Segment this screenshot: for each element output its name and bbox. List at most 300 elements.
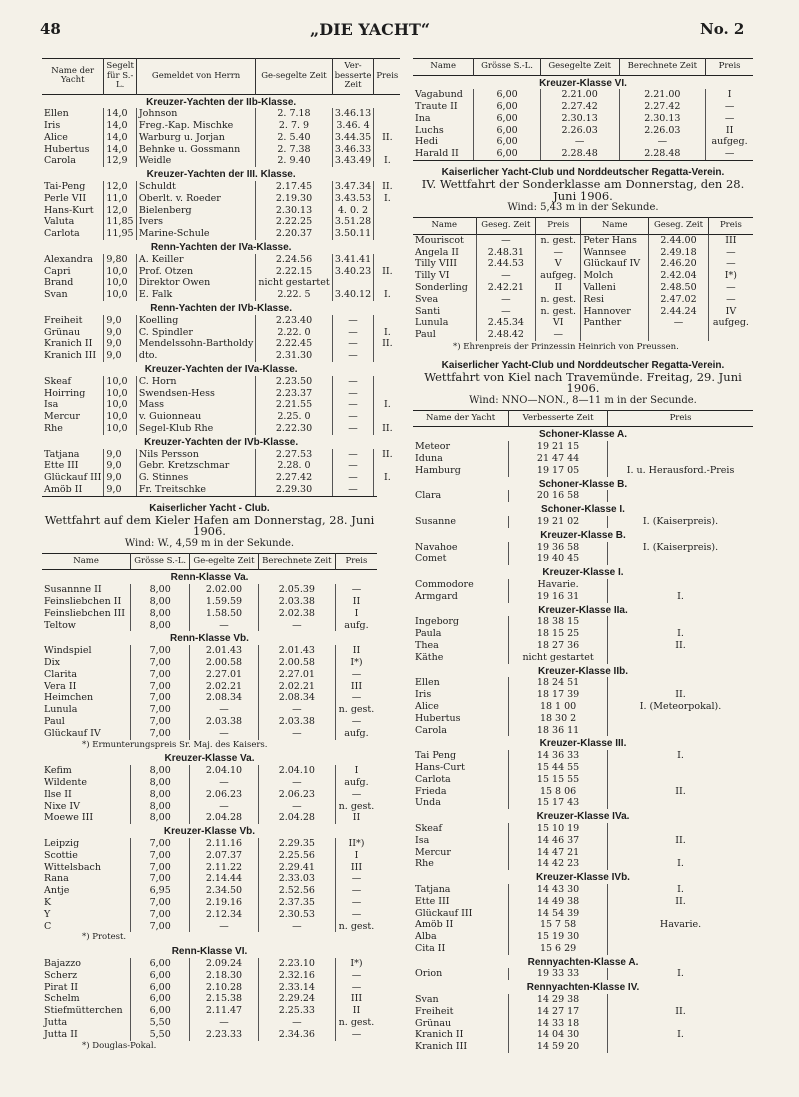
table-cell <box>374 228 400 240</box>
table-cell: Carola <box>44 155 76 167</box>
table-row <box>413 591 753 603</box>
table-row <box>42 838 377 850</box>
table-cell: 2.27.01 <box>258 669 335 681</box>
column-header: Name <box>581 218 649 235</box>
table-cell: I. <box>608 968 753 980</box>
table-cell <box>374 350 400 362</box>
table-cell: II. <box>374 266 400 278</box>
column-header: Name der Yacht <box>425 412 496 423</box>
class-heading: Schoner-Klasse B. <box>538 478 628 490</box>
table-cell: — <box>335 885 377 897</box>
column-header: Grösse S.-L. <box>474 59 540 76</box>
table-row <box>413 441 753 453</box>
table-row <box>42 862 377 874</box>
table-cell: Hubertus <box>415 712 461 724</box>
table-row <box>42 484 400 496</box>
table-cell <box>374 315 400 327</box>
table-cell: — <box>708 294 753 306</box>
table-row <box>413 465 753 477</box>
table-cell: 2.04.28 <box>258 812 335 824</box>
table-cell: Hoirring <box>44 387 86 399</box>
class-heading: Rennyachten-Klasse IV. <box>526 982 640 994</box>
table-cell: II <box>335 1005 377 1017</box>
table-row <box>413 616 753 628</box>
table-cell: n. gest. <box>536 294 581 306</box>
table-cell <box>374 277 400 289</box>
table-cell: 15 6 29 <box>509 943 608 955</box>
table-cell: 14 36 33 <box>509 750 608 762</box>
footnote-row <box>42 1041 377 1053</box>
column-header: Preis <box>708 218 753 235</box>
table-cell: — <box>708 282 753 294</box>
table-cell: 2.29.24 <box>258 993 335 1005</box>
class-heading-row <box>413 664 753 678</box>
table-row <box>413 270 753 282</box>
table-cell: — <box>335 669 377 681</box>
table-cell: n. gest. <box>335 1017 377 1029</box>
table-cell: 3.51.28 <box>332 216 374 228</box>
table-cell: 2.48.42 <box>476 329 536 341</box>
table-cell: Valuta <box>44 216 75 228</box>
table-row <box>42 205 400 217</box>
table-cell: — <box>190 620 259 632</box>
class-heading: Kreuzer-Klasse IVa. <box>536 811 630 823</box>
table-cell: 21 47 44 <box>509 453 608 465</box>
table-row <box>413 553 753 565</box>
table-cell: 2.49.18 <box>649 247 709 259</box>
table-cell: v. Guionneau <box>136 411 255 423</box>
table-cell: aufgeg. <box>708 317 753 329</box>
table-cell: 7,00 <box>131 921 190 933</box>
table-row <box>42 327 400 339</box>
table-cell: 10,0 <box>104 388 136 400</box>
club-name: Kaiserlicher Yacht-Club und Norddeutscher Regatta-Verein. <box>441 167 725 179</box>
table-cell: — <box>258 777 335 789</box>
table-row <box>413 908 753 920</box>
table-row <box>42 993 377 1005</box>
table-cell: 2.04.28 <box>190 812 259 824</box>
table-cell: — <box>649 317 709 329</box>
table-cell: 2.32.16 <box>258 970 335 982</box>
table-cell: 14 42 23 <box>509 858 608 870</box>
table-cell: Armgard <box>415 590 458 602</box>
table-cell: 2.42.21 <box>476 282 536 294</box>
table-cell <box>608 774 753 786</box>
table-cell: 11,0 <box>104 193 136 205</box>
class-heading-row <box>42 751 377 765</box>
table-cell: 2.31.30 <box>256 350 332 362</box>
table-cell: 2.01.43 <box>190 645 259 657</box>
table-cell: Amöb II <box>44 484 83 495</box>
table-cell: Mercur <box>415 846 451 858</box>
table-cell: Schelm <box>44 993 80 1005</box>
class-heading: Kreuzer-Klasse Vb. <box>163 826 256 838</box>
column-header: Ver-besserte Zeit <box>332 59 374 95</box>
table-cell: 9,0 <box>104 484 136 496</box>
table-row <box>413 640 753 652</box>
table-row <box>413 101 753 113</box>
table-cell <box>374 120 400 132</box>
table-cell: 14 33 18 <box>509 1018 608 1030</box>
table-cell: Harald II <box>415 148 459 160</box>
table-row <box>413 490 753 502</box>
table-cell: Mercur <box>44 411 80 423</box>
footnote: *) Douglas-Pokal. <box>82 1040 157 1051</box>
table-cell: Rhe <box>415 858 434 870</box>
table-cell: II. <box>374 423 400 435</box>
table-cell: Rana <box>44 873 69 885</box>
table-cell: Scottie <box>44 849 78 861</box>
table-row <box>42 193 400 205</box>
table-cell: — <box>332 338 374 350</box>
table-cell: 2.21.00 <box>540 89 619 101</box>
table-cell: Ingeborg <box>415 616 459 628</box>
table-cell: I. <box>608 1029 753 1041</box>
table-cell: 12,0 <box>104 205 136 217</box>
table-cell: Mendelssohn-Bartholdy <box>136 338 255 350</box>
table-cell: — <box>335 909 377 921</box>
club-name: Kaiserlicher Yacht-Club und Norddeutscher Regatta-Verein. <box>441 359 725 371</box>
table-cell: 19 40 45 <box>509 553 608 565</box>
table-cell: I <box>335 765 377 777</box>
table-cell: Glückauf III <box>415 907 473 919</box>
table-cell: C. Horn <box>136 376 255 388</box>
table-cell: Grünau <box>44 326 81 338</box>
table-row <box>42 897 377 909</box>
table-cell: — <box>258 704 335 716</box>
table-row <box>42 958 377 970</box>
table-cell: 2.01.43 <box>258 645 335 657</box>
table-cell: 2. 5.40 <box>256 132 332 144</box>
table-cell: Käthe <box>415 651 444 663</box>
class-heading: Renn-Yachten der IVa-Klasse. <box>150 242 292 254</box>
table-row <box>42 584 377 596</box>
table-cell: III <box>335 862 377 874</box>
table-row <box>42 982 377 994</box>
table-cell: 6,00 <box>131 1005 190 1017</box>
table-cell: 14,0 <box>104 144 136 156</box>
table-cell: 15 15 55 <box>509 774 608 786</box>
table-row <box>42 1029 377 1041</box>
class-heading-row <box>413 980 753 994</box>
table-cell: Dix <box>44 657 61 669</box>
table-cell: 1.59.59 <box>190 596 259 608</box>
table-row <box>42 716 377 728</box>
table-cell: 2.29.30 <box>256 484 332 496</box>
class-heading: Kreuzer-Klasse IIa. <box>538 604 628 616</box>
table-cell: 2.23.40 <box>256 315 332 327</box>
table-cell: 14,0 <box>104 108 136 120</box>
table-cell: 18 36 11 <box>509 725 608 737</box>
table-cell: 2.22.45 <box>256 338 332 350</box>
table-row <box>413 677 753 689</box>
table-cell: 2.08.34 <box>258 692 335 704</box>
table-cell: Tilly VI <box>415 270 450 282</box>
table-cell: 6,00 <box>131 993 190 1005</box>
table-cell: Susannne II <box>44 584 102 596</box>
table-cell: 8,00 <box>131 789 190 801</box>
table-cell: Swendsen-Hess <box>136 388 255 400</box>
table-cell: I. <box>608 750 753 762</box>
table-cell: Tatjana <box>44 448 80 460</box>
wind-info: Wind: W., 4,59 m in der Sekunde. <box>124 538 295 550</box>
table-cell: 18 1 00 <box>509 701 608 713</box>
table-row <box>42 472 400 484</box>
table-cell: 9,0 <box>104 315 136 327</box>
table-row <box>42 801 377 813</box>
table-cell: dto. <box>136 350 255 362</box>
table-row <box>42 132 400 144</box>
table-cell: 2.00.58 <box>190 657 259 669</box>
table-cell: Jutta <box>44 1016 68 1028</box>
table-row <box>413 847 753 859</box>
table-cell: 2.21.55 <box>256 399 332 411</box>
table-cell: 3.46. 4 <box>332 120 374 132</box>
table-cell: Hubertus <box>44 143 90 155</box>
table-row <box>42 620 377 632</box>
table-cell: II <box>335 645 377 657</box>
footnote: *) Ermunterungspreis Sr. Maj. des Kaisers. <box>82 739 268 750</box>
table-cell: Nixe IV <box>44 800 80 812</box>
class-heading-row <box>413 565 753 579</box>
column-header: Name der Yacht <box>51 65 95 86</box>
table-cell: 18 15 25 <box>509 628 608 640</box>
table-cell: aufgeg. <box>536 270 581 282</box>
table-cell: Svan <box>415 994 439 1006</box>
table-cell: — <box>190 921 259 933</box>
table-row <box>42 411 400 423</box>
table-cell: I. <box>608 591 753 603</box>
table-cell: — <box>332 449 374 461</box>
table-cell: 2.11.16 <box>190 838 259 850</box>
table-cell: 14 27 17 <box>509 1006 608 1018</box>
table-cell: Iris <box>415 689 432 701</box>
table-cell: 7,00 <box>131 645 190 657</box>
table-cell: Feinsliebchen III <box>44 607 125 619</box>
table-cell <box>608 725 753 737</box>
table-cell: V <box>536 258 581 270</box>
column-header: Grösse S.-L. <box>131 553 190 570</box>
table-row <box>42 692 377 704</box>
table-cell: 2.14.44 <box>190 873 259 885</box>
table-row <box>413 234 753 246</box>
table-cell: Warburg u. Jorjan <box>136 132 255 144</box>
table-cell: Hans-Curt <box>415 761 465 773</box>
table-cell <box>608 579 753 591</box>
table-cell: 19 21 15 <box>509 441 608 453</box>
table-cell: 2. 7.38 <box>256 144 332 156</box>
class-heading: Kreuzer-Klasse IVb. <box>536 872 630 884</box>
table-row <box>42 120 400 132</box>
table-row <box>413 516 753 528</box>
table-cell: 18 17 39 <box>509 689 608 701</box>
class-heading-row <box>42 167 400 181</box>
table-cell: 14,0 <box>104 132 136 144</box>
table-cell: Prof. Otzen <box>136 266 255 278</box>
table-cell: 2.27.42 <box>619 101 706 113</box>
table-cell: Nils Persson <box>136 449 255 461</box>
table-cell: Tatjana <box>415 883 451 895</box>
table-cell: 8,00 <box>131 765 190 777</box>
table-cell: 14 47 21 <box>509 847 608 859</box>
table-row <box>42 669 377 681</box>
table-cell: 2.27.42 <box>540 101 619 113</box>
table-cell: — <box>332 460 374 472</box>
table-cell: 14 04 30 <box>509 1029 608 1041</box>
table-row <box>413 762 753 774</box>
table-cell: 2.18.30 <box>190 970 259 982</box>
table-cell: 15 10 19 <box>509 823 608 835</box>
table-cell: 10,0 <box>104 423 136 435</box>
results-table-sonderklasse <box>413 217 753 341</box>
table-cell: 15 17 43 <box>509 797 608 809</box>
table-cell: 15 19 30 <box>509 931 608 943</box>
table-cell: K <box>44 897 52 908</box>
table-row <box>42 873 377 885</box>
table-cell: Kranich II <box>415 1029 464 1041</box>
table-cell: 3.40.12 <box>332 289 374 301</box>
table-cell: I. (Meteorpokal). <box>608 701 753 713</box>
table-cell: Orion <box>415 968 443 980</box>
table-cell: 7,00 <box>131 692 190 704</box>
table-cell: 8,00 <box>131 620 190 632</box>
table-cell: I. <box>608 858 753 870</box>
class-heading: Schoner-Klasse A. <box>539 429 627 441</box>
table-row <box>42 608 377 620</box>
table-cell: Moewe III <box>44 812 94 824</box>
table-cell: Kefim <box>44 765 72 777</box>
table-cell: 9,0 <box>104 460 136 472</box>
class-heading: Kreuzer-Yachten der IIb-Klasse. <box>146 96 297 108</box>
left-column <box>42 58 399 1052</box>
table-row <box>42 789 377 801</box>
table-cell: Paul <box>415 329 436 341</box>
table-row <box>413 247 753 259</box>
table-cell: I. <box>374 193 400 205</box>
column-header: Preis <box>706 59 753 76</box>
table-cell: 2.17.45 <box>256 181 332 193</box>
table-cell: 2.05.39 <box>258 584 335 596</box>
class-heading: Kreuzer-Klasse VI. <box>539 77 627 89</box>
table-row <box>413 89 753 101</box>
table-cell: — <box>258 1017 335 1029</box>
table-cell: Lunula <box>44 704 78 716</box>
table-cell: I. <box>608 884 753 896</box>
table-cell: Vagabund <box>415 89 463 101</box>
race-description: IV. Wettfahrt der Sonderklasse am Donnerstag, den 28. Juni 1906. <box>421 176 745 203</box>
table-cell: I. <box>374 399 400 411</box>
table-row <box>413 786 753 798</box>
table-cell: 2.26.03 <box>540 125 619 137</box>
table-cell: 3.50.11 <box>332 228 374 240</box>
table-cell: — <box>190 1017 259 1029</box>
table-row <box>42 596 377 608</box>
table-cell: Oberlt. v. Roeder <box>136 193 255 205</box>
table-cell: Svea <box>415 293 439 305</box>
table-row <box>42 909 377 921</box>
table-cell: 9,80 <box>104 254 136 266</box>
table-cell: — <box>335 1029 377 1041</box>
table-cell: — <box>335 873 377 885</box>
table-row <box>413 317 753 329</box>
table-cell: III <box>708 234 753 246</box>
table-cell: — <box>708 258 753 270</box>
table-cell: Traute II <box>415 101 458 113</box>
table-cell: — <box>335 897 377 909</box>
column-header: Preis <box>536 218 581 235</box>
table-cell: I <box>335 608 377 620</box>
table-cell: 14 29 38 <box>509 994 608 1006</box>
table-cell: — <box>335 692 377 704</box>
table-cell: Wittelsbach <box>44 861 101 873</box>
class-heading-row <box>42 631 377 645</box>
table-row <box>42 108 400 120</box>
table-row <box>42 399 400 411</box>
table-cell: — <box>476 270 536 282</box>
table-cell: Grünau <box>415 1017 452 1029</box>
table-cell: — <box>706 113 753 125</box>
table-cell: 3.44.35 <box>332 132 374 144</box>
table-cell: II. <box>608 689 753 701</box>
table-cell: 3.46.13 <box>332 108 374 120</box>
table-cell: — <box>190 728 259 740</box>
table-row <box>42 181 400 193</box>
table-cell: 2.25.56 <box>258 850 335 862</box>
page-header <box>0 0 799 40</box>
table-cell <box>608 994 753 1006</box>
table-cell: Kranich II <box>44 338 93 350</box>
table-cell: I*) <box>708 270 753 282</box>
table-cell: Carlota <box>415 773 451 785</box>
table-cell: Windspiel <box>44 645 92 657</box>
table-cell: 2.03.38 <box>258 716 335 728</box>
table-row <box>413 453 753 465</box>
table-cell: Comet <box>415 553 447 565</box>
table-cell: 18 24 51 <box>509 677 608 689</box>
table-cell: 2.25. 0 <box>256 411 332 423</box>
table-cell: Leipzig <box>44 838 80 850</box>
table-row <box>42 657 377 669</box>
table-row <box>413 148 753 160</box>
table-cell <box>374 205 400 217</box>
table-row <box>413 306 753 318</box>
table-cell: 3.47.34 <box>332 181 374 193</box>
table-cell: 2.46.20 <box>649 258 709 270</box>
table-cell: — <box>708 247 753 259</box>
table-row <box>42 315 400 327</box>
table-cell: 2.04.10 <box>258 765 335 777</box>
table-cell: 2.25.33 <box>258 1005 335 1017</box>
table-row <box>42 728 377 740</box>
table-cell: 7,00 <box>131 873 190 885</box>
table-cell: 2.44.53 <box>476 258 536 270</box>
table-cell: 6,00 <box>131 970 190 982</box>
column-header: Preis <box>374 59 400 95</box>
table-cell: Skeaf <box>415 822 443 834</box>
table-cell <box>374 144 400 156</box>
table-cell: 14 59 20 <box>509 1041 608 1053</box>
table-cell: 6,00 <box>474 125 540 137</box>
table-cell: Valleni <box>581 282 649 294</box>
table-cell: 7,00 <box>131 838 190 850</box>
table-cell: — <box>332 315 374 327</box>
header-row <box>413 59 753 76</box>
table-row <box>413 896 753 908</box>
table-cell: III <box>335 993 377 1005</box>
table-row <box>42 155 400 167</box>
table-cell: Sonderling <box>415 281 468 293</box>
column-header: Verbesserte Zeit <box>509 410 608 427</box>
